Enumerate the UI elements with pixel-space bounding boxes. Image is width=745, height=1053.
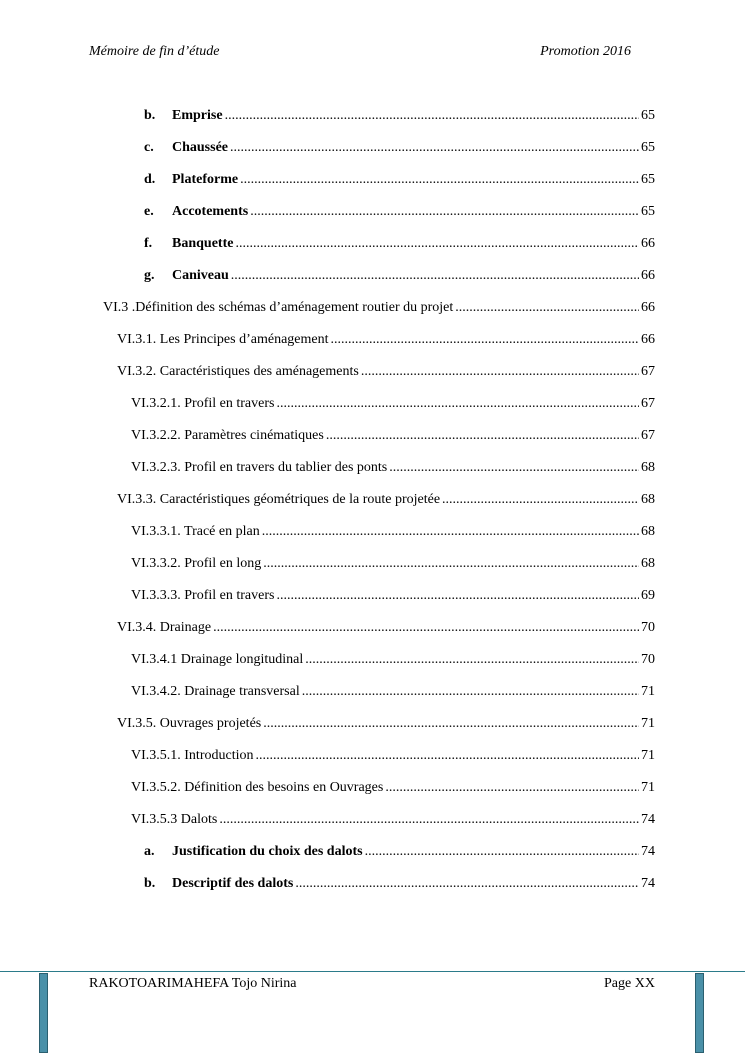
toc-entry-label bbox=[117, 714, 261, 734]
toc-entry-leader-dots bbox=[213, 618, 639, 638]
toc-entry-leader-dots bbox=[361, 362, 639, 382]
toc-entry-leader-dots bbox=[331, 330, 640, 350]
toc-entry-page: 69 bbox=[641, 588, 655, 603]
toc-entry-page: 70 bbox=[641, 652, 655, 667]
toc-entry-leader-dots bbox=[263, 714, 639, 734]
toc-entry-page: 66 bbox=[641, 236, 655, 251]
toc-entry-title: VI.3.5.3 Dalots bbox=[131, 812, 218, 827]
toc-entry-title: VI.3.2.3. Profil en travers du tablier des ponts bbox=[131, 460, 388, 475]
toc-entry-leader-dots bbox=[455, 298, 639, 318]
toc-entry-title: Descriptif des dalots bbox=[172, 876, 294, 891]
toc-entry-leader-dots bbox=[235, 234, 639, 254]
toc-entry-leader-dots bbox=[302, 682, 639, 702]
toc-entry bbox=[103, 298, 655, 318]
toc-entry-leader-dots bbox=[250, 202, 639, 222]
toc-entry-page: 65 bbox=[641, 140, 655, 155]
toc-entry bbox=[117, 618, 655, 638]
toc-entry-page: 71 bbox=[641, 780, 655, 795]
toc-entry bbox=[131, 746, 655, 766]
toc-entry-title: VI.3.2.2. Paramètres cinématiques bbox=[131, 428, 324, 443]
toc-entry bbox=[117, 330, 655, 350]
toc-entry-page: 66 bbox=[641, 332, 655, 347]
toc-entry-label bbox=[131, 522, 260, 542]
toc-entry-label bbox=[131, 394, 274, 414]
toc-entry bbox=[131, 682, 655, 702]
footer-page-number: Page XX bbox=[604, 976, 655, 991]
toc-entry-letter: e. bbox=[144, 204, 154, 219]
toc-entry-title: VI.3.5. Ouvrages projetés bbox=[117, 716, 262, 731]
toc-entry-page: 68 bbox=[641, 556, 655, 571]
toc-entry-letter: b. bbox=[144, 876, 156, 891]
toc-entry-title: Caniveau bbox=[172, 268, 229, 283]
toc-entry-leader-dots bbox=[442, 490, 639, 510]
toc-entry-page: 67 bbox=[641, 428, 655, 443]
toc-entry-label bbox=[131, 650, 303, 670]
toc-entry-page: 71 bbox=[641, 716, 655, 731]
toc-entry-page: 68 bbox=[641, 524, 655, 539]
page-header bbox=[89, 44, 631, 62]
toc-entry-title: VI.3.5.1. Introduction bbox=[131, 748, 254, 763]
toc-entry-letter: f. bbox=[144, 236, 153, 251]
toc-entry-title: Emprise bbox=[172, 108, 223, 123]
toc-entry-page: 71 bbox=[641, 748, 655, 763]
toc-entry-leader-dots bbox=[262, 522, 639, 542]
toc-entry-title: Chaussée bbox=[172, 140, 229, 155]
toc-entry-title: VI.3.3.2. Profil en long bbox=[131, 556, 262, 571]
toc-entry-label bbox=[144, 170, 238, 190]
toc-entry-leader-dots bbox=[231, 266, 639, 286]
toc-entry bbox=[131, 426, 655, 446]
toc-entry-letter: a. bbox=[144, 844, 155, 859]
toc-entry-label bbox=[117, 330, 329, 350]
toc-entry bbox=[144, 138, 655, 158]
toc-entry bbox=[117, 362, 655, 382]
toc-entry-leader-dots bbox=[263, 554, 639, 574]
toc-entry-label bbox=[144, 138, 228, 158]
toc-entry-label bbox=[117, 618, 211, 638]
toc-entry-title: VI.3.3. Caractéristiques géométriques de la route projetée bbox=[117, 492, 441, 507]
header-promotion: Promotion 2016 bbox=[540, 44, 631, 59]
toc-entry-leader-dots bbox=[230, 138, 639, 158]
toc-entry-title: Accotements bbox=[172, 204, 249, 219]
toc-entry-leader-dots bbox=[255, 746, 639, 766]
toc-entry-leader-dots bbox=[385, 778, 639, 798]
toc-entry-page: 65 bbox=[641, 108, 655, 123]
toc-entry-title: VI.3 .Définition des schémas d’aménagement routier du projet bbox=[103, 300, 454, 315]
toc-entry-page: 67 bbox=[641, 396, 655, 411]
toc-entry-page: 74 bbox=[641, 844, 655, 859]
toc-entry bbox=[144, 234, 655, 254]
toc-entry-label bbox=[131, 810, 217, 830]
toc-entry-page: 67 bbox=[641, 364, 655, 379]
toc-entry-page: 66 bbox=[641, 268, 655, 283]
toc-entry-label bbox=[144, 842, 363, 862]
toc-entry bbox=[131, 458, 655, 478]
toc-entry-page: 74 bbox=[641, 812, 655, 827]
toc-entry-title: VI.3.2. Caractéristiques des aménagements bbox=[117, 364, 359, 379]
toc-entry-leader-dots bbox=[225, 106, 639, 126]
toc-entry-page: 65 bbox=[641, 204, 655, 219]
toc-entry-label bbox=[131, 746, 253, 766]
footer-author: RAKOTOARIMAHEFA Tojo Nirina bbox=[89, 976, 297, 991]
toc-entry-leader-dots bbox=[276, 586, 639, 606]
toc-entry bbox=[144, 874, 655, 894]
toc-entry bbox=[131, 778, 655, 798]
toc-entry-page: 68 bbox=[641, 492, 655, 507]
toc-entry bbox=[144, 266, 655, 286]
toc-entry-label bbox=[144, 202, 248, 222]
toc-entry-leader-dots bbox=[240, 170, 639, 190]
toc-entry-page: 66 bbox=[641, 300, 655, 315]
toc-entry-page: 71 bbox=[641, 684, 655, 699]
toc-entry bbox=[131, 522, 655, 542]
toc-entry bbox=[131, 810, 655, 830]
toc-entry-page: 68 bbox=[641, 460, 655, 475]
toc-entry bbox=[144, 842, 655, 862]
toc-entry bbox=[144, 170, 655, 190]
toc-entry bbox=[131, 586, 655, 606]
toc-entry bbox=[131, 650, 655, 670]
toc-entry-label bbox=[131, 458, 387, 478]
toc-entry-label bbox=[103, 298, 453, 318]
toc-entry-leader-dots bbox=[326, 426, 639, 446]
toc-entry-leader-dots bbox=[295, 874, 639, 894]
toc-entry-page: 70 bbox=[641, 620, 655, 635]
header-document-type: Mémoire de fin d’étude bbox=[89, 44, 220, 59]
toc-entry-label bbox=[144, 106, 223, 126]
toc-entry-title: VI.3.4.1 Drainage longitudinal bbox=[131, 652, 304, 667]
toc-entry-title: VI.3.4. Drainage bbox=[117, 620, 212, 635]
toc-entry-leader-dots bbox=[219, 810, 639, 830]
toc-entry-title: VI.3.2.1. Profil en travers bbox=[131, 396, 275, 411]
footer-right-bar bbox=[695, 973, 704, 1053]
toc-entry-title: VI.3.5.2. Définition des besoins en Ouvrages bbox=[131, 780, 384, 795]
toc-entry-label bbox=[131, 586, 274, 606]
toc-entry-title: VI.3.3.3. Profil en travers bbox=[131, 588, 275, 603]
toc-entry-letter: d. bbox=[144, 172, 156, 187]
toc-entry-label bbox=[131, 682, 300, 702]
toc-entry bbox=[144, 106, 655, 126]
toc-entry-title: VI.3.4.2. Drainage transversal bbox=[131, 684, 300, 699]
toc-entry-label bbox=[131, 778, 383, 798]
toc-entry-title: Banquette bbox=[172, 236, 234, 251]
toc-entry-title: VI.3.3.1. Tracé en plan bbox=[131, 524, 260, 539]
toc-entry bbox=[144, 202, 655, 222]
toc-entry-leader-dots bbox=[365, 842, 639, 862]
toc-entry-letter: b. bbox=[144, 108, 156, 123]
toc-entry-letter: c. bbox=[144, 140, 154, 155]
footer-divider bbox=[0, 971, 745, 972]
toc-entry-label bbox=[144, 234, 233, 254]
toc-entry-label bbox=[144, 266, 229, 286]
toc-entry bbox=[117, 490, 655, 510]
toc-entry-leader-dots bbox=[276, 394, 639, 414]
toc-entry-label bbox=[131, 426, 324, 446]
toc-entry-page: 65 bbox=[641, 172, 655, 187]
toc-entry-title: Justification du choix des dalots bbox=[172, 844, 363, 859]
toc-entry-leader-dots bbox=[305, 650, 639, 670]
footer-left-bar bbox=[39, 973, 48, 1053]
toc-entry-letter: g. bbox=[144, 268, 155, 283]
toc-entry bbox=[117, 714, 655, 734]
toc-entry-page: 74 bbox=[641, 876, 655, 891]
toc-entry-label bbox=[131, 554, 261, 574]
toc-entry-label bbox=[117, 490, 440, 510]
toc-entry-title: VI.3.1. Les Principes d’aménagement bbox=[117, 332, 329, 347]
toc-entry bbox=[131, 554, 655, 574]
toc-entry-leader-dots bbox=[389, 458, 639, 478]
toc-entry-label bbox=[117, 362, 359, 382]
toc-entry bbox=[131, 394, 655, 414]
toc-entry-label bbox=[144, 874, 293, 894]
toc-entry-title: Plateforme bbox=[172, 172, 239, 187]
